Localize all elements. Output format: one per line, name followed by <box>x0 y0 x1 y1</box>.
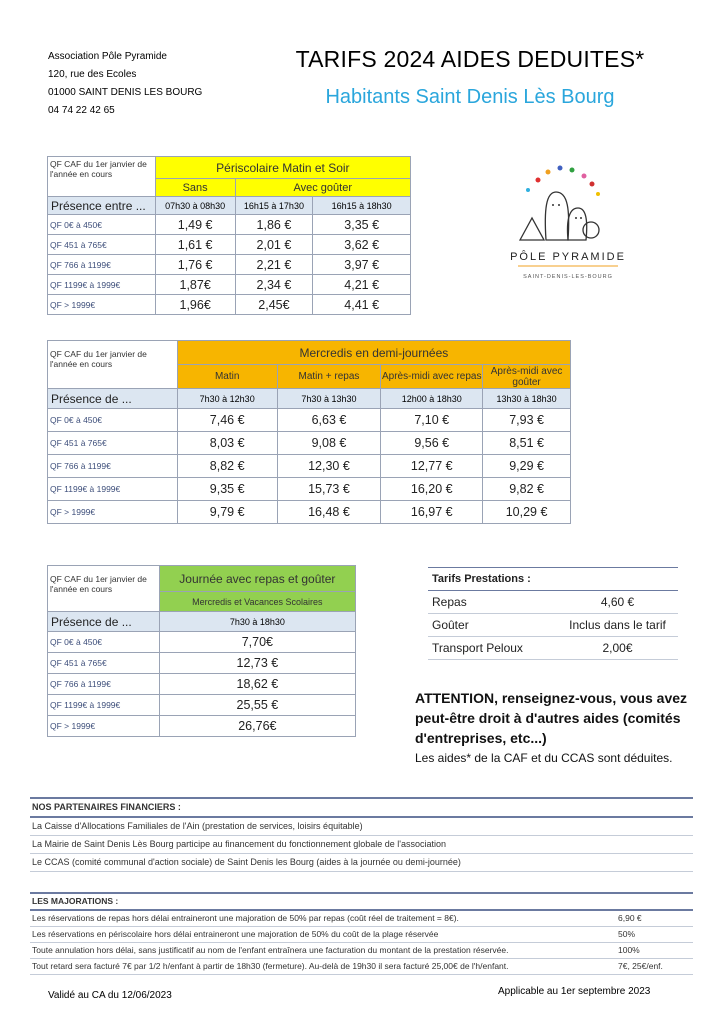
price-cell: 6,63 € <box>277 409 381 432</box>
price-cell: 12,77 € <box>381 455 483 478</box>
time-cell: 7h30 à 12h30 <box>177 389 277 409</box>
col-apres-midi-repas: Après-midi avec repas <box>381 365 483 389</box>
partner-item: Le CCAS (comité communal d'action sociale) de Saint Denis les Bourg (aides à la journée ou demi-journée) <box>30 854 693 872</box>
street-address: 120, rue des Ecoles <box>48 69 137 80</box>
qf-label: QF 766 à 1199€ <box>48 455 178 478</box>
majorations-title: LES MAJORATIONS : <box>30 892 693 911</box>
price-cell: 1,86 € <box>235 215 313 235</box>
mercredis-table <box>47 340 571 524</box>
address-block <box>48 48 202 120</box>
qf-header: QF CAF du 1er janvier de l'année en cours <box>48 157 156 197</box>
majoration-text: Les réservations en périscolaire hors délai entraineront une majoration de 50% du coût de la plage réservée <box>32 929 439 939</box>
applicable-note: Applicable au 1er septembre 2023 <box>498 986 651 997</box>
time-cell: 12h00 à 18h30 <box>381 389 483 409</box>
majoration-item <box>30 959 693 975</box>
col-matin: Matin <box>177 365 277 389</box>
price-cell: 1,96€ <box>155 295 235 315</box>
col-apres-midi-gouter: Après-midi avec goûter <box>483 365 571 389</box>
majoration-text: Les réservations de repas hors délai entraineront une majoration de 50% par repas (coût réel de traitement = 8€). <box>32 913 459 923</box>
table-row <box>428 637 678 660</box>
presence-label: Présence de ... <box>48 389 178 409</box>
time-cell: 16h15 à 17h30 <box>235 197 313 215</box>
price-cell: 7,46 € <box>177 409 277 432</box>
price-cell: 3,97 € <box>313 255 411 275</box>
partner-item: La Mairie de Saint Denis Lès Bourg participe au financement du fonctionnement globale de l'association <box>30 836 693 854</box>
logo-subtext: SAINT-DENIS-LES-BOURG <box>523 274 613 280</box>
price-cell: 2,34 € <box>235 275 313 295</box>
time-cell: 07h30 à 08h30 <box>155 197 235 215</box>
time-cell: 7h30 à 13h30 <box>277 389 381 409</box>
prestations-table <box>428 567 678 660</box>
price-cell: 2,45€ <box>235 295 313 315</box>
periscolaire-table <box>47 156 411 315</box>
table-row <box>48 432 571 455</box>
table-row <box>48 695 356 716</box>
price-cell: 9,79 € <box>177 501 277 524</box>
prestation-value: 4,60 € <box>553 591 678 614</box>
table-row <box>48 235 411 255</box>
prestations-title: Tarifs Prestations : <box>428 568 678 591</box>
qf-label: QF 0€ à 450€ <box>48 215 156 235</box>
price-cell: 9,56 € <box>381 432 483 455</box>
qf-label: QF 0€ à 450€ <box>48 632 160 653</box>
table-row <box>48 409 571 432</box>
price-cell: 18,62 € <box>159 674 355 695</box>
time-cell: 13h30 à 18h30 <box>483 389 571 409</box>
qf-label: QF > 1999€ <box>48 716 160 737</box>
time-cell: 16h15 à 18h30 <box>313 197 411 215</box>
journee-subtitle: Mercredis et Vacances Scolaires <box>159 592 355 612</box>
qf-label: QF 1199€ à 1999€ <box>48 478 178 501</box>
prestation-value: Inclus dans le tarif <box>553 614 678 637</box>
qf-header: QF CAF du 1er janvier de l'année en cours <box>48 566 160 612</box>
prestation-value: 2,00€ <box>553 637 678 660</box>
price-cell: 1,87€ <box>155 275 235 295</box>
majoration-value: 50% <box>618 929 636 939</box>
presence-label: Présence entre ... <box>48 197 156 215</box>
qf-header: QF CAF du 1er janvier de l'année en cours <box>48 341 178 389</box>
price-cell: 9,29 € <box>483 455 571 478</box>
attention-note: ATTENTION, renseignez-vous, vous avez peut-être droit à d'autres aides (comités d'entreprises, etc...) <box>415 690 688 746</box>
table-row <box>48 295 411 315</box>
table-row <box>48 255 411 275</box>
qf-label: QF 766 à 1199€ <box>48 255 156 275</box>
mercredis-title: Mercredis en demi-journées <box>177 341 570 365</box>
price-cell: 7,70€ <box>159 632 355 653</box>
price-cell: 1,76 € <box>155 255 235 275</box>
logo-text: PÔLE PYRAMIDE <box>510 251 626 263</box>
table-row <box>48 716 356 737</box>
pole-pyramide-logo <box>498 160 638 280</box>
qf-label: QF 0€ à 450€ <box>48 409 178 432</box>
price-cell: 9,08 € <box>277 432 381 455</box>
time-cell: 7h30 à 18h30 <box>159 612 355 632</box>
price-cell: 4,41 € <box>313 295 411 315</box>
price-cell: 9,82 € <box>483 478 571 501</box>
price-cell: 12,30 € <box>277 455 381 478</box>
price-cell: 15,73 € <box>277 478 381 501</box>
majoration-item <box>30 927 693 943</box>
journee-table <box>47 565 356 737</box>
table-row <box>48 275 411 295</box>
table-row <box>428 591 678 614</box>
price-cell: 16,20 € <box>381 478 483 501</box>
majoration-text: Tout retard sera facturé 7€ par 1/2 h/enfant à partir de 18h30 (fermeture). Au-delà de 19h30 il sera facturé 25,00€ de l'h/enfant. <box>32 961 509 971</box>
table-row <box>48 501 571 524</box>
city-address: 01000 SAINT DENIS LES BOURG <box>48 87 203 98</box>
majoration-text: Toute annulation hors délai, sans justificatif au nom de l'enfant entraînera une facturation du montant de la prestation réservée. <box>32 945 509 955</box>
prestation-label: Goûter <box>428 614 553 637</box>
price-cell: 3,62 € <box>313 235 411 255</box>
majoration-item <box>30 943 693 959</box>
majoration-value: 7€, 25€/enf. <box>618 961 663 971</box>
phone-number: 04 74 22 42 65 <box>48 105 115 116</box>
qf-label: QF 451 à 765€ <box>48 653 160 674</box>
page-title: TARIFS 2024 AIDES DEDUITES* <box>295 46 645 72</box>
table-row <box>48 455 571 478</box>
partners-section <box>30 797 693 872</box>
qf-label: QF 451 à 765€ <box>48 235 156 255</box>
price-cell: 7,10 € <box>381 409 483 432</box>
journee-title: Journée avec repas et goûter <box>159 566 355 592</box>
logo-graphic <box>498 160 638 280</box>
price-cell: 2,21 € <box>235 255 313 275</box>
table-row <box>48 215 411 235</box>
price-cell: 1,61 € <box>155 235 235 255</box>
col-sans: Sans <box>155 179 235 197</box>
majoration-item <box>30 911 693 927</box>
price-cell: 8,03 € <box>177 432 277 455</box>
aides-note: Les aides* de la CAF et du CCAS sont déduites. <box>415 751 673 765</box>
qf-label: QF > 1999€ <box>48 501 178 524</box>
page-subtitle: Habitants Saint Denis Lès Bourg <box>325 86 615 108</box>
col-avec-gouter: Avec goûter <box>235 179 410 197</box>
price-cell: 1,49 € <box>155 215 235 235</box>
qf-label: QF 1199€ à 1999€ <box>48 695 160 716</box>
table-row <box>48 653 356 674</box>
price-cell: 16,97 € <box>381 501 483 524</box>
prestation-label: Transport Peloux <box>428 637 553 660</box>
price-cell: 4,21 € <box>313 275 411 295</box>
prestation-label: Repas <box>428 591 553 614</box>
partner-item: La Caisse d'Allocations Familiales de l'Ain (prestation de services, loisirs équitable) <box>30 818 693 836</box>
qf-label: QF 451 à 765€ <box>48 432 178 455</box>
price-cell: 2,01 € <box>235 235 313 255</box>
price-cell: 8,82 € <box>177 455 277 478</box>
validated-note: Validé au CA du 12/06/2023 <box>48 990 172 1001</box>
price-cell: 3,35 € <box>313 215 411 235</box>
price-cell: 26,76€ <box>159 716 355 737</box>
col-matin-repas: Matin + repas <box>277 365 381 389</box>
table-row <box>48 674 356 695</box>
qf-label: QF > 1999€ <box>48 295 156 315</box>
price-cell: 9,35 € <box>177 478 277 501</box>
association-name: Association Pôle Pyramide <box>48 51 167 62</box>
majoration-value: 100% <box>618 945 640 955</box>
price-cell: 16,48 € <box>277 501 381 524</box>
price-cell: 7,93 € <box>483 409 571 432</box>
price-cell: 12,73 € <box>159 653 355 674</box>
majorations-section <box>30 892 693 975</box>
price-cell: 25,55 € <box>159 695 355 716</box>
price-cell: 8,51 € <box>483 432 571 455</box>
qf-label: QF 1199€ à 1999€ <box>48 275 156 295</box>
majoration-value: 6,90 € <box>618 913 642 923</box>
presence-label: Présence de ... <box>48 612 160 632</box>
table-row <box>48 632 356 653</box>
partners-title: NOS PARTENAIRES FINANCIERS : <box>30 797 693 818</box>
table-row <box>428 614 678 637</box>
table-row <box>48 478 571 501</box>
price-cell: 10,29 € <box>483 501 571 524</box>
qf-label: QF 766 à 1199€ <box>48 674 160 695</box>
periscolaire-title: Périscolaire Matin et Soir <box>155 157 410 179</box>
